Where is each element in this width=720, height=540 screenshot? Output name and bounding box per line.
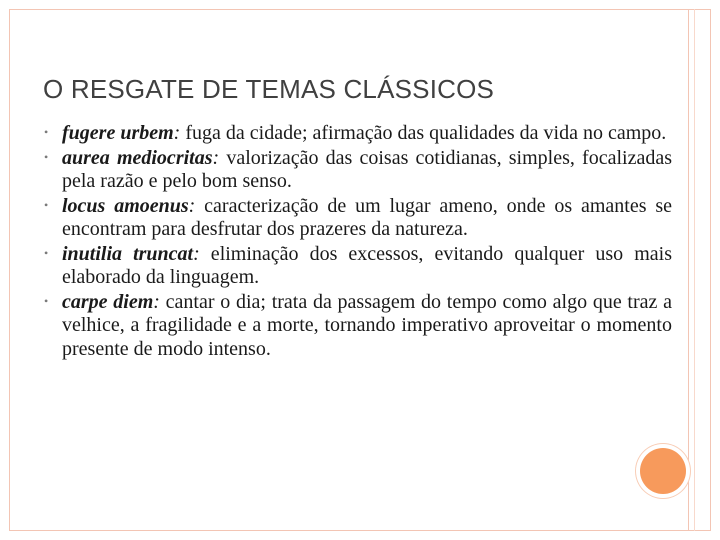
bullet-item [44, 121, 672, 146]
bullet-text: caracterização de um lugar ameno, onde os amantes se encontram para desfrutar dos prazeres da natureza. [62, 194, 672, 240]
bullet-term: locus amoenus [62, 194, 189, 217]
bullet-dot-icon: • [44, 149, 49, 164]
bullet-list [44, 121, 672, 361]
bullet-text: eliminação dos excessos, evitando qualquer uso mais elaborado da linguagem. [62, 242, 672, 288]
bullet-separator: : [212, 146, 220, 169]
bullet-separator: : [173, 122, 181, 144]
bullet-text: cantar o dia; trata da passagem do tempo como algo que traz a velhice, a fragilidade e a morte, tornando imperativo aproveitar o momento presente de modo intenso. [62, 290, 673, 360]
bullet-dot-icon: • [44, 245, 49, 260]
bullet-term: carpe diem [62, 290, 154, 313]
bullet-term: fugere urbem [62, 122, 174, 144]
bullet-dot-icon: • [44, 197, 49, 212]
bullet-dot-icon: • [44, 125, 49, 139]
slide-border-line [694, 9, 695, 531]
bullet-item [44, 194, 672, 242]
decorative-circle-icon [640, 448, 686, 494]
bullet-term: inutilia truncat [62, 242, 194, 265]
slide-border-band [688, 9, 711, 531]
bullet-text: valorização das coisas cotidianas, simples, focalizadas pela razão e pelo bom senso. [62, 146, 672, 192]
bullet-term: aurea mediocritas [62, 146, 213, 169]
bullet-item [44, 290, 672, 362]
bullet-item [44, 146, 672, 194]
slide-title: O RESGATE DE TEMAS CLÁSSICOS [43, 74, 495, 104]
bullet-text: fuga da cidade; afirmação das qualidades da vida no campo. [180, 122, 667, 144]
bullet-separator: : [193, 242, 200, 265]
bullet-dot-icon: • [44, 293, 49, 308]
bullet-separator: : [188, 194, 196, 217]
bullet-item [44, 242, 672, 290]
bullet-separator: : [153, 290, 160, 313]
